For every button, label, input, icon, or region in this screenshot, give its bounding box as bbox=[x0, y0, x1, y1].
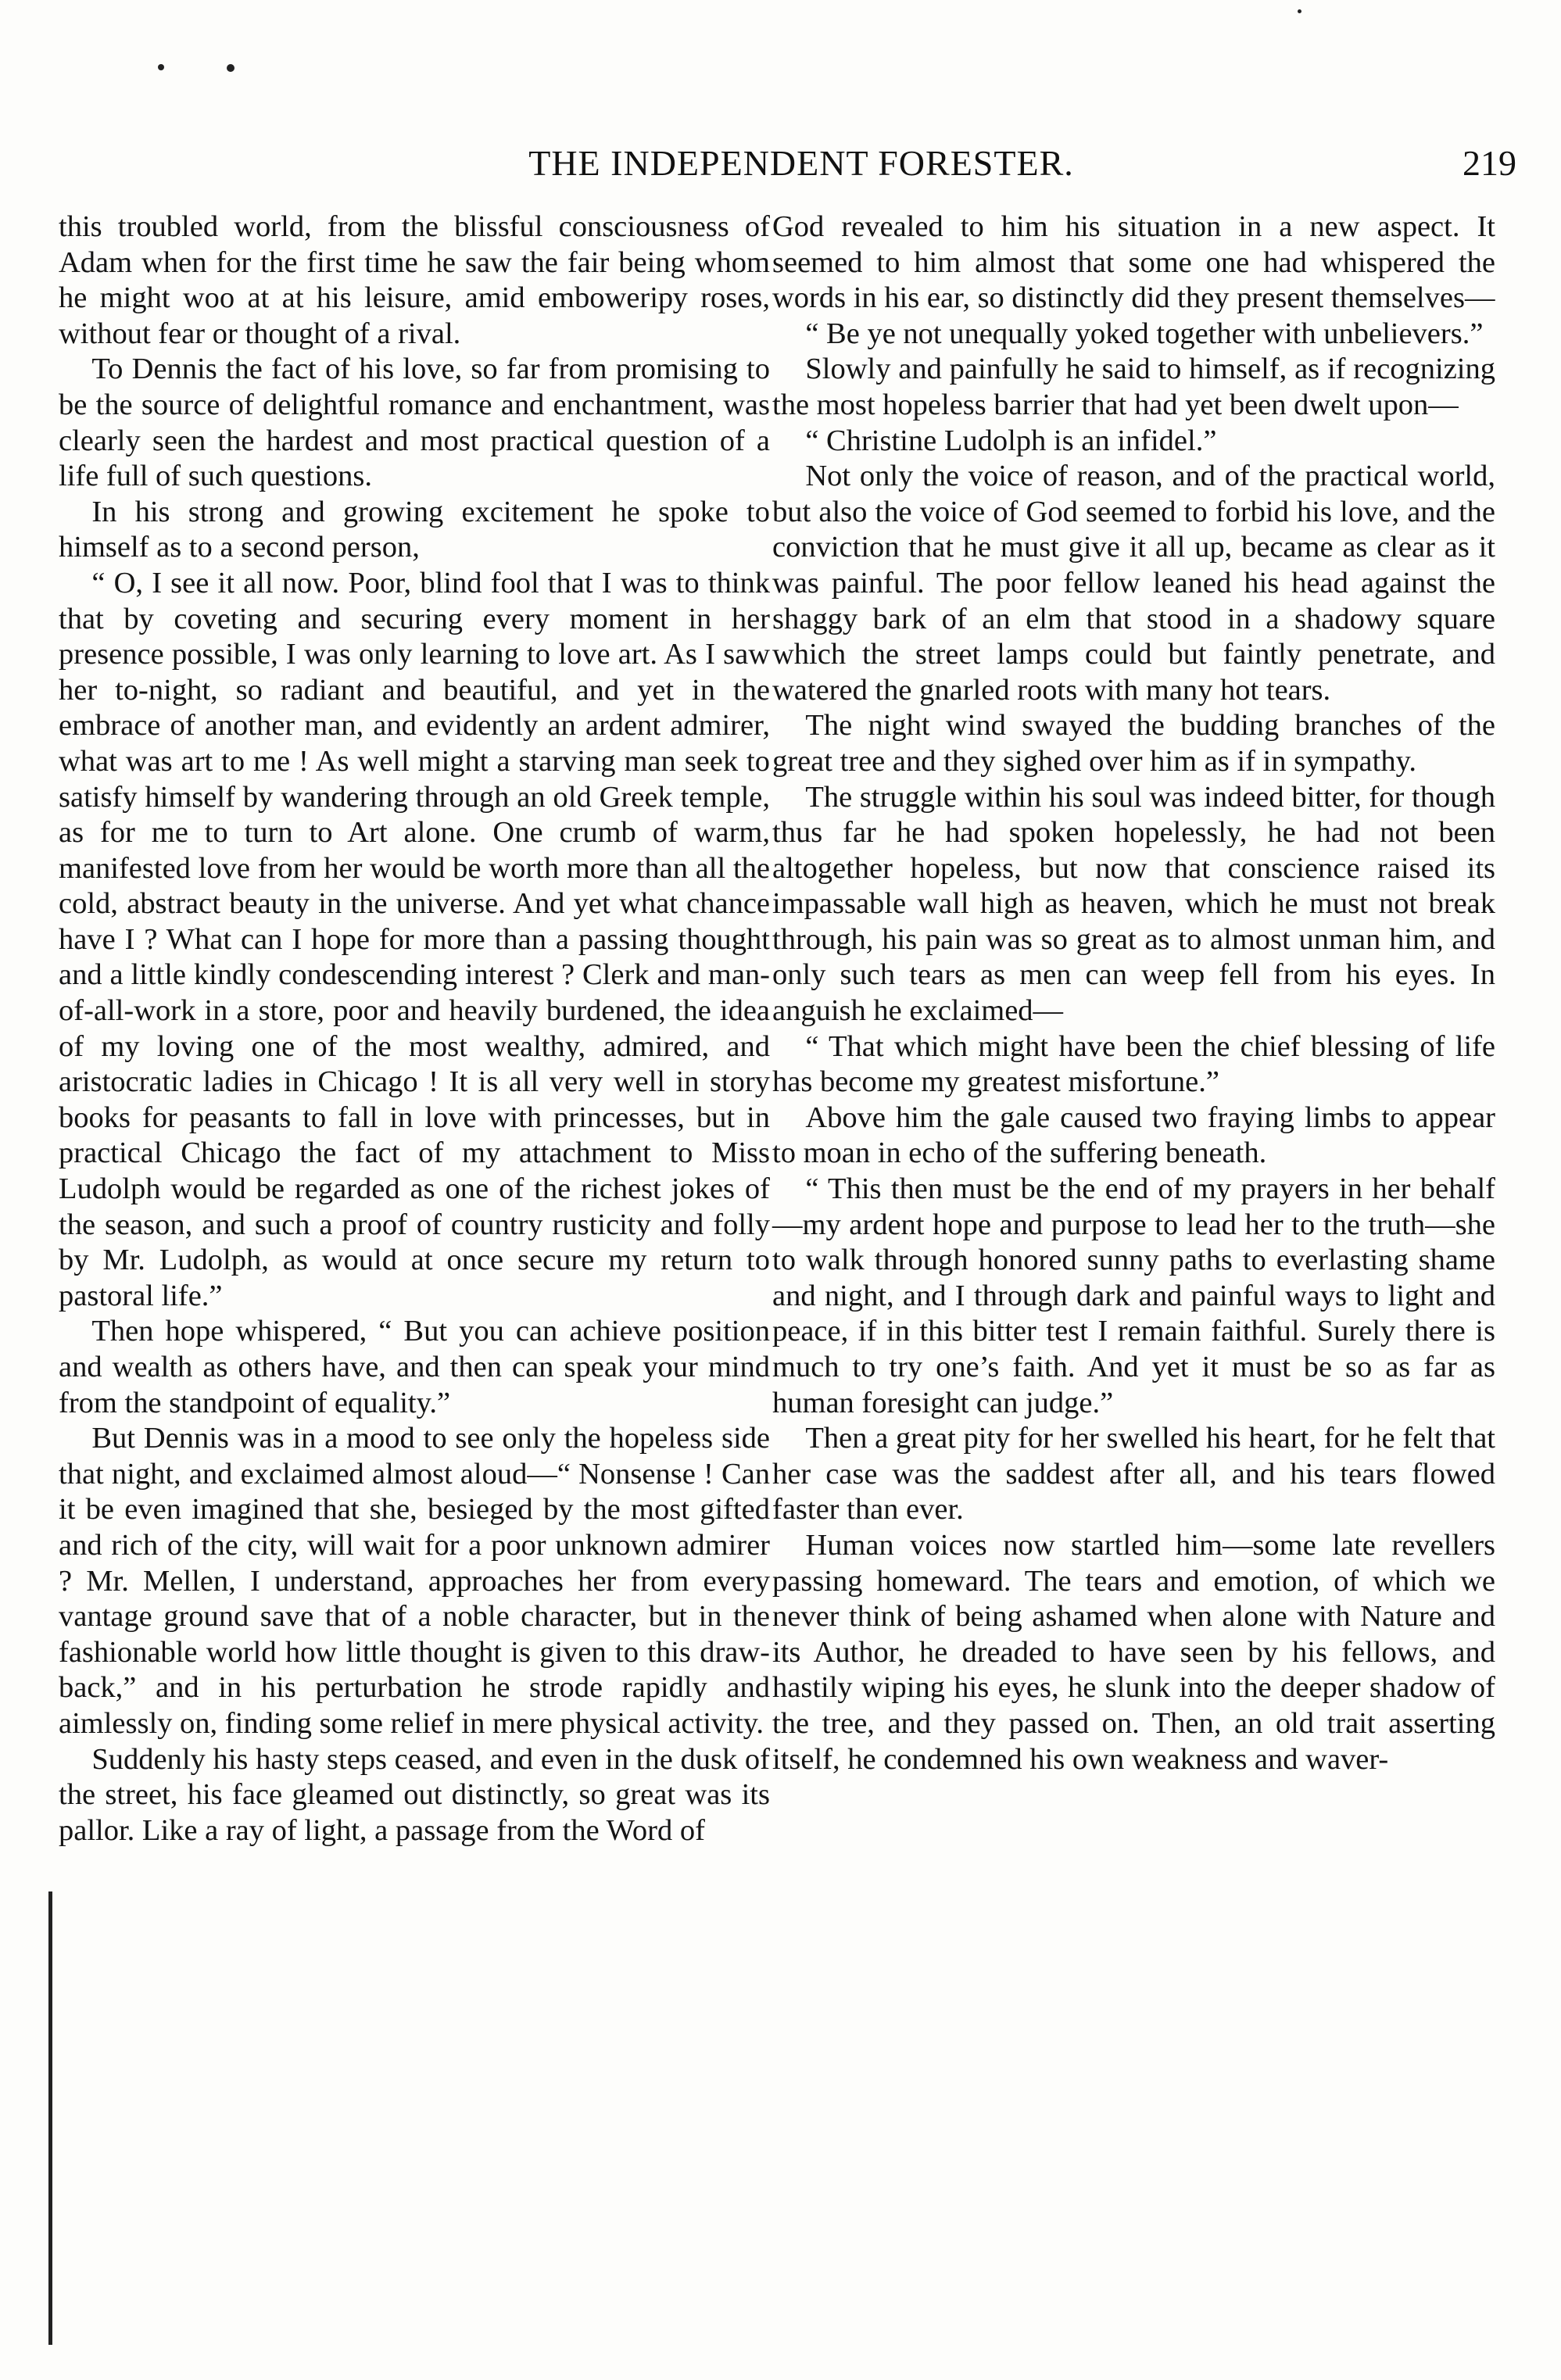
paragraph: God revealed to him his situation in a new aspect. It seemed to him almost that some one had whispered the words in his ear, so distinctly did they present themselves— bbox=[772, 210, 1495, 315]
paragraph: this troubled world, from the blissful consciousness of Adam when for the first time he saw the fair being whom he might woo at at his leisure, amid emboweriру roses, without fear or thought of a rival. bbox=[59, 210, 770, 350]
paragraph: The night wind swayed the budding branches of the great tree and they sighed over him as if in sympathy. bbox=[772, 709, 1495, 778]
print-speck bbox=[158, 64, 164, 70]
paragraph: The struggle within his soul was indeed bitter, for though thus far he had spoken hopelessly, he had not been altogether hopeless, but now that conscience raised its impassable wall high as heaven, which he must not break through, his pain was so great as to almost unman him, and only such tears as men can weep fell from his eyes. In anguish he exclaimed— bbox=[772, 780, 1495, 1028]
paragraph: “ O, I see it all now. Poor, blind fool that I was to think that by coveting and securing every moment in her presence possible, I was only learning to love art. As I saw her to-night, so radiant and beautiful, and yet in the embrace of another man, and evidently an ardent admirer, what was art to me ! As well might a starving man seek to satisfy himself by wandering through an old Greek temple, as for me to turn to Art alone. One crumb of warm, manifested love from her would be worth more than all the cold, abstract beauty in the universe. And yet what chance have I ? What can I hope for more than a passing thought and a little kindly condescending interest ? Clerk and man-of-all-work in a store, poor and heavily burdened, the idea of my loving one of the most wealthy, admired, and aristocratic ladies in Chicago ! It is all very well in story books for peasants to fall in love with princesses, but in practical Chicago the fact of my attachment to Miss Ludolph would be regarded as one of the richest jokes of the season, and such a proof of country rusticity and folly by Mr. Ludolph, as would at once secure my return to pastoral life.” bbox=[59, 566, 770, 1312]
paragraph: In his strong and growing excitement he spoke to himself as to a second person, bbox=[59, 495, 770, 564]
page-header bbox=[86, 142, 1516, 197]
running-title: THE INDEPENDENT FORESTER. bbox=[528, 143, 1074, 183]
paragraph: To Dennis the fact of his love, so far from promising to be the source of delightful romance and enchantment, was clearly seen the hardest and most practical question of a life full of such questions. bbox=[59, 353, 770, 493]
paragraph: “ That which might have been the chief blessing of life has become my greatest misfortune.” bbox=[772, 1029, 1495, 1099]
left-column bbox=[59, 209, 770, 1849]
paragraph: Slowly and painfully he said to himself, as if recognizing the most hopeless barrier that had yet been dwelt upon— bbox=[772, 353, 1495, 421]
page-number: 219 bbox=[1463, 143, 1516, 183]
paragraph: Not only the voice of reason, and of the practical world, but also the voice of God seemed to forbid his love, and the conviction that he must give it all up, became as clear as it was painful. The poor fellow leaned his head against the shaggy bark of an elm that stood in a shadowy square which the street lamps could but faintly penetrate, and watered the gnarled roots with many hot tears. bbox=[772, 460, 1495, 707]
paragraph: Then hope whispered, “ But you can achieve position and wealth as others have, and then can speak your mind from the standpoint of equality.” bbox=[59, 1315, 770, 1419]
paragraph: Suddenly his hasty steps ceased, and even in the dusk of the street, his face gleamed out distinctly, so great was its pallor. Like a ray of light, a passage from the Word of bbox=[59, 1742, 770, 1847]
paragraph: “ Christine Ludolph is an infidel.” bbox=[805, 424, 1217, 457]
paragraph: “ Be ye not unequally yoked together with unbelievers.” bbox=[805, 317, 1484, 350]
print-speck bbox=[1298, 9, 1301, 13]
paragraph: Human voices now startled him—some late revellers passing homeward. The tears and emotion, of which we never think of being ashamed when alone with Nature and its Author, he dreaded to have seen by his fellows, and hastily wiping his eyes, he slunk into the deeper shadow of the tree, and they passed on. Then, an old trait asserting itself, he condemned his own weakness and waver- bbox=[772, 1528, 1495, 1776]
paragraph: But Dennis was in a mood to see only the hopeless side that night, and exclaimed almost aloud—“ Nonsense ! Can it be even imagined that she, besieged by the most gifted and rich of the city, will wait for a poor unknown admirer ? Mr. Mellen, I understand, approaches her from every vantage ground save that of a noble character, but in the fashionable world how little thought is given to this draw-back,” and in his perturbation he strode rapidly and aimlessly on, finding some relief in mere physical activity. bbox=[59, 1422, 770, 1740]
print-speck bbox=[227, 64, 235, 72]
paragraph: “ This then must be the end of my prayers in her behalf—my ardent hope and purpose to lead her to the truth—she to walk through honored sunny paths to everlasting shame and night, and I through dark and painful ways to light and peace, if in this bitter test I remain faithful. Surely there is much to try one’s faith. And yet it must be so as far as human foresight can judge.” bbox=[772, 1172, 1495, 1419]
paragraph: Then a great pity for her swelled his heart, for he felt that her case was the saddest after all, and his tears flowed faster than ever. bbox=[772, 1422, 1495, 1526]
paragraph: Above him the gale caused two fraying limbs to appear to moan in echo of the suffering beneath. bbox=[772, 1101, 1495, 1170]
right-column bbox=[772, 209, 1495, 1777]
margin-scan-line bbox=[48, 1891, 52, 2345]
